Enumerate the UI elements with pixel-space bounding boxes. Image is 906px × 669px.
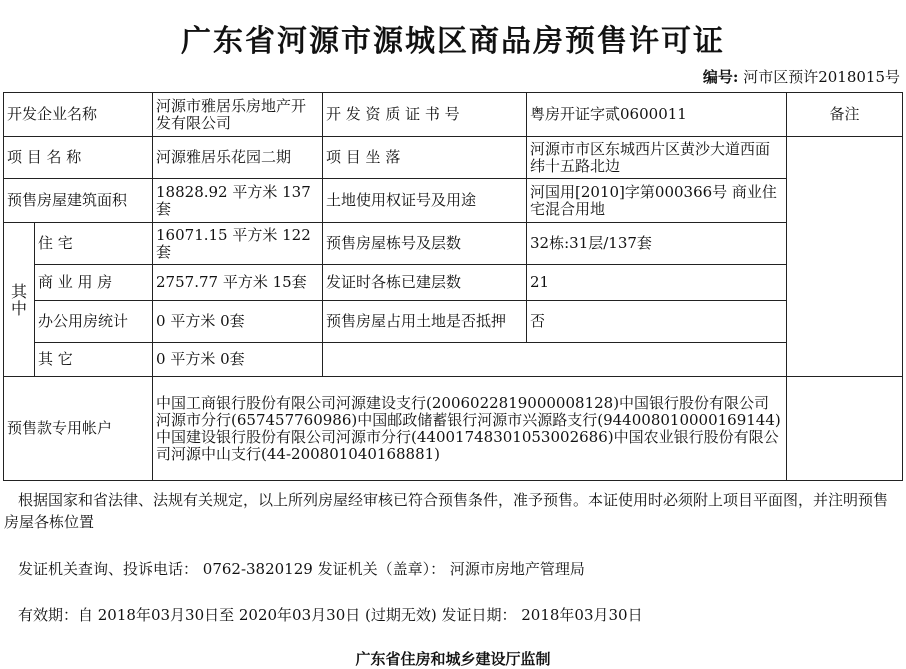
legal-statement: 根据国家和省法律、法规有关规定，以上所列房屋经审核已符合预售条件，准予预售。本证使用时必须附上项目平面图，并注明预售房屋各栋位置 [4, 491, 889, 531]
table-row [4, 93, 903, 137]
office-label: 办公用房统计 [35, 301, 153, 343]
developer-label: 开发企业名称 [4, 93, 153, 137]
residential-value: 16071.15 平方米 122套 [153, 223, 323, 265]
built-floors-value: 21 [527, 265, 787, 301]
supervisor-footer: 广东省住房和城乡建设厅监制 [355, 650, 551, 668]
office-value: 0 平方米 0套 [153, 301, 323, 343]
other-value: 0 平方米 0套 [153, 343, 323, 377]
serial-number [703, 66, 900, 87]
table-row [4, 343, 903, 377]
serial-label: 编号: [702, 68, 739, 86]
table-row [4, 137, 903, 179]
location-label: 项 目 坐 落 [323, 137, 527, 179]
commercial-label: 商 业 用 房 [35, 265, 153, 301]
building-floors-label: 预售房屋栋号及层数 [323, 223, 527, 265]
land-cert-value: 河国用[2010]字第000366号 商业住宅混合用地 [527, 179, 787, 223]
account-remarks [787, 377, 903, 481]
certificate-table [3, 92, 903, 481]
mortgage-value: 否 [527, 301, 787, 343]
presale-area-value: 18828.92 平方米 137套 [153, 179, 323, 223]
table-row [4, 179, 903, 223]
remarks-value [787, 137, 903, 377]
account-value: 中国工商银行股份有限公司河源建设支行(2006022819000008128)中国银行股份有限公司河源市分行(657457760986)中国邮政储蓄银行河源市兴源路支行(944008010000169144)中国建设银行股份有限公司河源市分行(44001748301053002686)中国农业银行股份有限公司河源中山支行(44-200801040168881) [153, 377, 787, 481]
table-row [4, 377, 903, 481]
developer-value: 河源市雅居乐房地产开发有限公司 [153, 93, 323, 137]
project-name-label: 项 目 名 称 [4, 137, 153, 179]
remarks-label: 备注 [787, 93, 903, 137]
location-value: 河源市市区东城西片区黄沙大道西面纬十五路北边 [527, 137, 787, 179]
residential-label: 住 宅 [35, 223, 153, 265]
table-row [4, 301, 903, 343]
among-label: 其中 [4, 223, 35, 377]
built-floors-label: 发证时各栋已建层数 [323, 265, 527, 301]
project-name-value: 河源雅居乐花园二期 [153, 137, 323, 179]
mortgage-label: 预售房屋占用土地是否抵押 [323, 301, 527, 343]
other-blank [323, 343, 787, 377]
validity-line: 有效期：自 2018年03月30日至 2020年03月30日 (过期无效) 发证日期： 2018年03月30日 [18, 606, 643, 624]
building-floors-value: 32栋:31层/137套 [527, 223, 787, 265]
account-label: 预售款专用帐户 [4, 377, 153, 481]
qualification-value: 粤房开证字贰0600011 [527, 93, 787, 137]
table-row [4, 223, 903, 265]
certificate-title: 广东省河源市源城区商品房预售许可证 [181, 24, 725, 59]
other-label: 其 它 [35, 343, 153, 377]
qualification-label: 开 发 资 质 证 书 号 [323, 93, 527, 137]
issuer-contact: 发证机关查询、投诉电话： 0762-3820129 发证机关（盖章）： 河源市房地产管理局 [18, 560, 585, 578]
serial-value: 河市区预许2018015号 [743, 68, 900, 86]
land-cert-label: 土地使用权证号及用途 [323, 179, 527, 223]
commercial-value: 2757.77 平方米 15套 [153, 265, 323, 301]
table-row [4, 265, 903, 301]
presale-area-label: 预售房屋建筑面积 [4, 179, 153, 223]
